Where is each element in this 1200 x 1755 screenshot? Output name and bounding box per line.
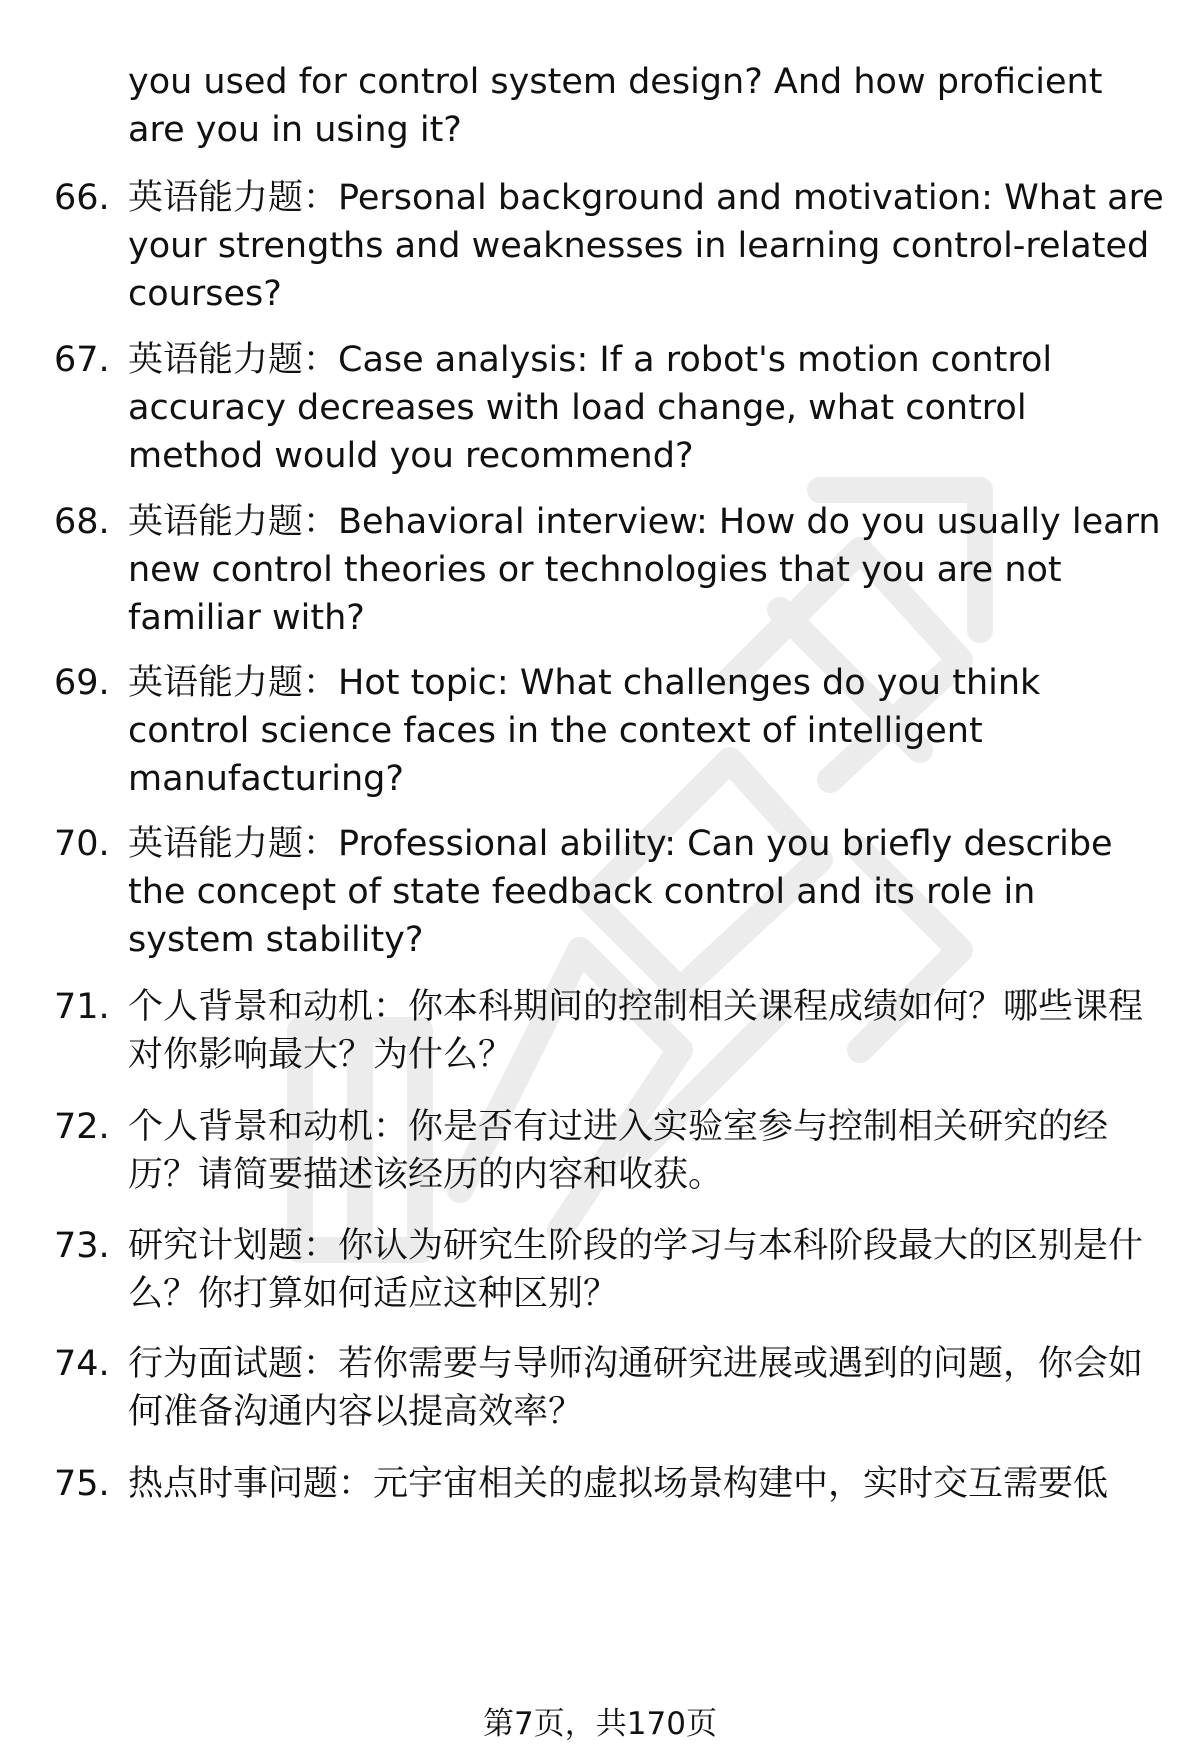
question-number: 72.: [54, 1107, 110, 1147]
question-text: 个人背景和动机：你本科期间的控制相关课程成绩如何？哪些课程对你影响最大？为什么？: [128, 987, 1144, 1075]
question-text: 英语能力题：Behavioral interview: How do you usually learn new control theories or technologies that you are not familiar with?: [128, 502, 1161, 638]
question-number: 69.: [54, 663, 110, 703]
question-text: 英语能力题：Personal background and motivation: What are your strengths and weaknesses in learning control-related courses?: [128, 178, 1164, 314]
page-footer: 第7页，共170页: [483, 1706, 717, 1742]
question-text: 行为面试题：若你需要与导师沟通研究进展或遇到的问题，你会如何准备沟通内容以提高效率？: [128, 1344, 1144, 1432]
intro-continuation-text: you used for control system design? And how proficient are you in using it?: [128, 62, 1103, 150]
question-number: 71.: [54, 987, 110, 1027]
question-number: 70.: [54, 824, 110, 864]
question-number: 74.: [54, 1344, 110, 1384]
question-text: 研究计划题：你认为研究生阶段的学习与本科阶段最大的区别是什么？你打算如何适应这种区别？: [128, 1226, 1144, 1314]
question-text: 英语能力题：Case analysis: If a robot's motion control accuracy decreases with load change, what control method would you recommend?: [128, 340, 1053, 476]
question-number: 67.: [54, 340, 110, 380]
question-text: 英语能力题：Hot topic: What challenges do you think control science faces in the context of intelligent manufacturing?: [128, 663, 1041, 799]
question-text: 热点时事问题：元宇宙相关的虚拟场景构建中，实时交互需要低: [128, 1464, 1109, 1504]
question-text: 英语能力题：Professional ability: Can you briefly describe the concept of state feedback control and its role in system stability?: [128, 824, 1113, 960]
question-number: 75.: [54, 1464, 110, 1504]
question-text: 个人背景和动机：你是否有过进入实验室参与控制相关研究的经历？请简要描述该经历的内容和收获。: [128, 1107, 1109, 1195]
question-number: 68.: [54, 502, 110, 542]
question-number: 66.: [54, 178, 110, 218]
question-number: 73.: [54, 1226, 110, 1266]
